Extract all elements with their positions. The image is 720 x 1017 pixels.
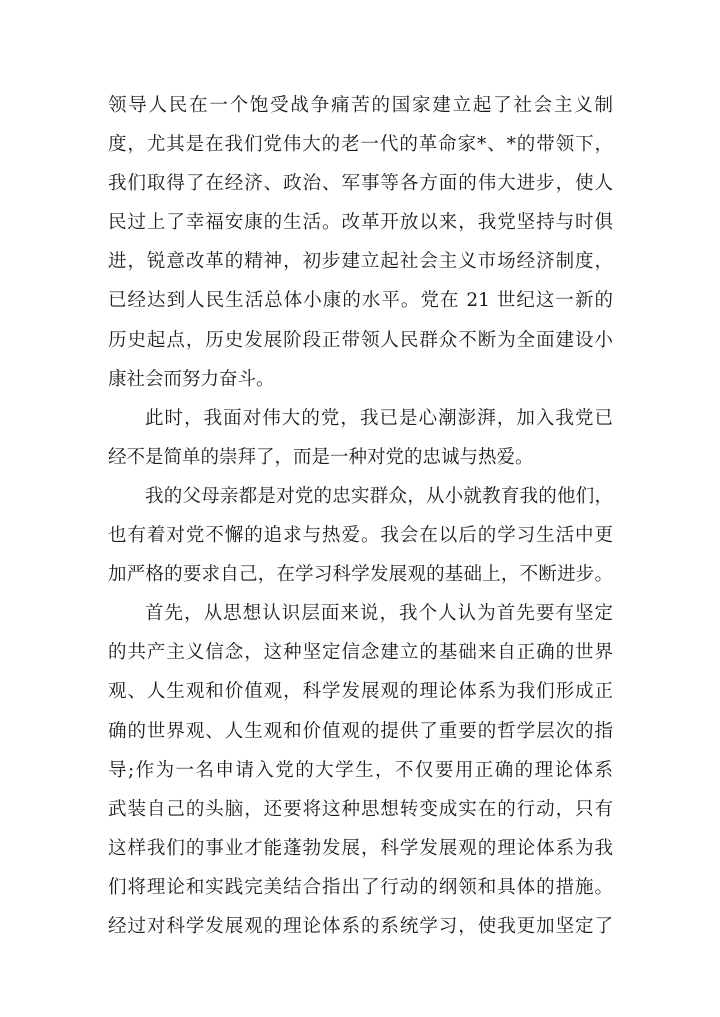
text-line: 加严格的要求自己，在学习科学发展观的基础上，不断进步。	[108, 564, 613, 586]
text-line: 首先，从思想认识层面来说，我个人认为首先要有坚定	[145, 603, 613, 625]
body-text	[108, 86, 613, 946]
text-line: 确的世界观、人生观和价值观的提供了重要的哲学层次的指	[108, 720, 613, 742]
text-line: 武装自己的头脑，还要将这种思想转变成实在的行动，只有	[108, 798, 613, 820]
text-line: 这样我们的事业才能蓬勃发展，科学发展观的理论体系为我	[108, 837, 613, 859]
text-line: 进，锐意改革的精神，初步建立起社会主义市场经济制度，	[108, 251, 613, 273]
text-line: 康社会而努力奋斗。	[108, 368, 275, 390]
text-line: 也有着对党不懈的追求与热爱。我会在以后的学习生活中更	[108, 525, 613, 547]
text-line: 我的父母亲都是对党的忠实群众，从小就教育我的他们，	[145, 485, 613, 507]
text-line: 此时，我面对伟大的党，我已是心潮澎湃，加入我党已	[145, 407, 613, 429]
text-line: 民过上了幸福安康的生活。改革开放以来，我党坚持与时俱	[108, 212, 613, 234]
text-line: 度，尤其是在我们党伟大的老一代的革命家*、*的带领下，	[108, 134, 613, 156]
text-line: 们将理论和实践完美结合指出了行动的纲领和具体的措施。	[108, 876, 613, 898]
text-line: 观、人生观和价值观，科学发展观的理论体系为我们形成正	[108, 681, 613, 703]
text-line: 历史起点，历史发展阶段正带领人民群众不断为全面建设小	[108, 329, 613, 351]
text-line: 经过对科学发展观的理论体系的系统学习，使我更加坚定了	[108, 915, 613, 937]
text-line: 经不是简单的崇拜了，而是一种对党的忠诚与热爱。	[108, 446, 534, 468]
text-line: 已经达到人民生活总体小康的水平。党在 21 世纪这一新的	[108, 290, 613, 312]
text-line: 导;作为一名申请入党的大学生，不仅要用正确的理论体系	[108, 759, 613, 781]
text-line: 的共产主义信念，这种坚定信念建立的基础来自正确的世界	[108, 642, 613, 664]
text-line: 领导人民在一个饱受战争痛苦的国家建立起了社会主义制	[108, 95, 613, 116]
text-line: 我们取得了在经济、政治、军事等各方面的伟大进步，使人	[108, 173, 613, 195]
